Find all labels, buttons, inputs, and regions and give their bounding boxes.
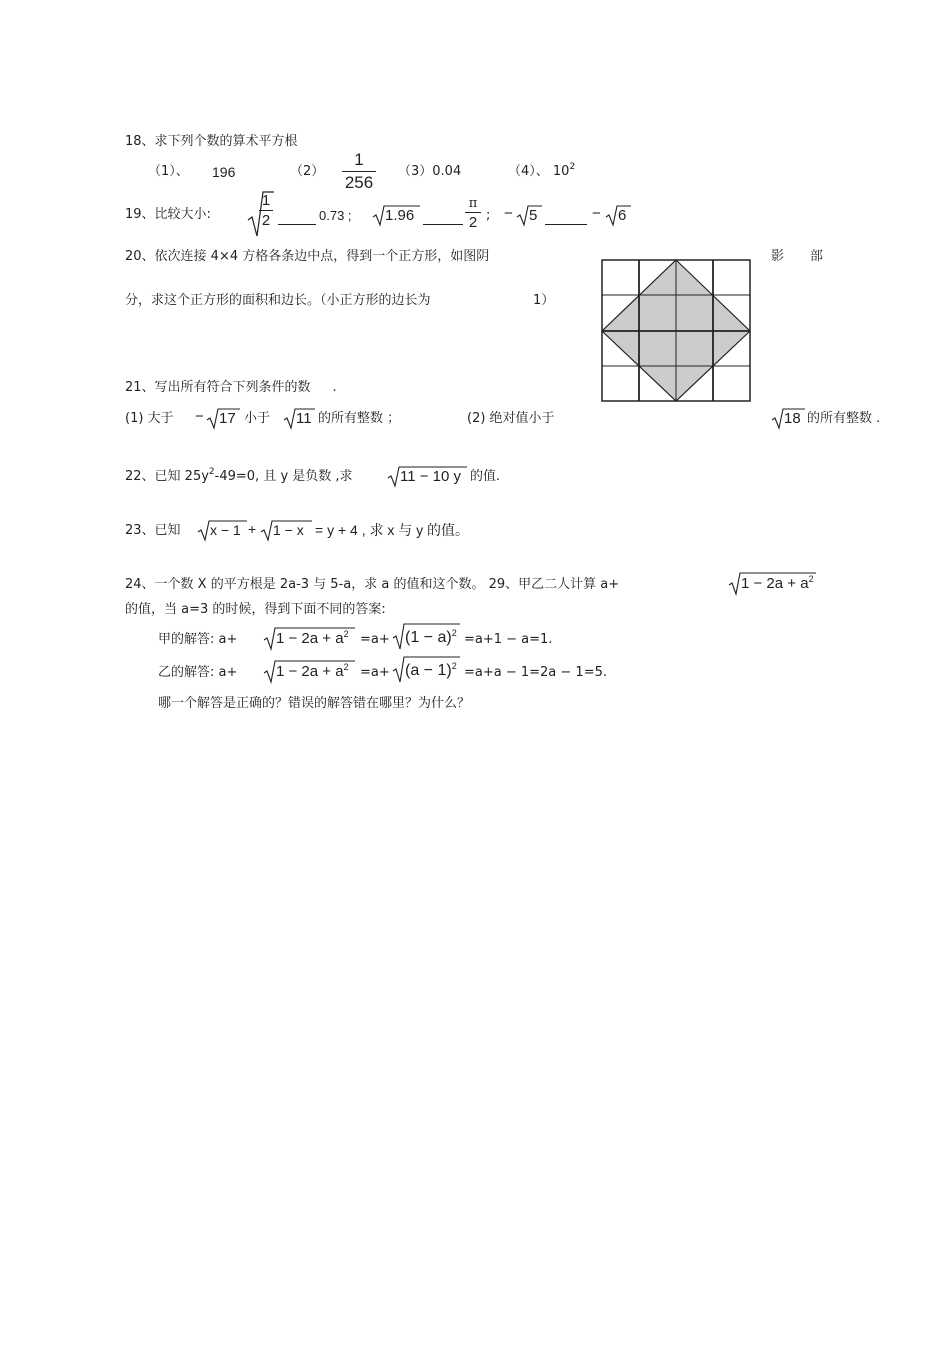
q19-pi-over-2 [465, 196, 481, 231]
q18-part1-value: 196 [212, 164, 236, 180]
q18-part4 [508, 164, 575, 181]
q21-title-text: 21、写出所有符合下列条件的数 [125, 380, 311, 395]
q18-frac-num: 1 [354, 150, 364, 169]
q21-sqrt-17 [206, 407, 240, 429]
q21-title-dot: . [332, 380, 337, 395]
yi-sqrt-2-value: (a − 1) [405, 662, 452, 679]
q20-line-1: 20、依次连接 4×4 方格各条边中点，得到一个正方形，如图阴 [125, 249, 490, 264]
q19-half-fraction [259, 192, 273, 229]
yi-end: =a+a − 1=2a − 1=5. [464, 665, 607, 680]
q19-sqrt-5 [516, 204, 542, 226]
q21-sqrt-18-value: 18 [784, 410, 801, 427]
q23-plus: + [248, 521, 257, 537]
q18-part1-label: （1）、 [148, 164, 189, 179]
q24-line-1-sqrt-value: 1 − 2a + a [741, 575, 809, 592]
q21-cond2-end: 的所有整数 . [807, 411, 881, 426]
q18-fraction [342, 150, 376, 193]
jia-sqrt-1-exp: 2 [343, 629, 349, 639]
jia-sqrt-2-exp: 2 [451, 628, 457, 638]
q20-line-1-end-a: 影 [771, 249, 785, 264]
q19-pi: π [468, 196, 478, 211]
q22-text [125, 469, 353, 486]
q21-sqrt-11-value: 11 [296, 410, 312, 427]
yi-sqrt-1-body [276, 663, 349, 680]
q19-blank-2[interactable] [423, 224, 463, 225]
yi-sqrt-1 [263, 659, 355, 683]
q21-cond2-label: (2) 绝对值小于 [467, 411, 555, 426]
q22-exp: 2 [208, 467, 215, 477]
q18-frac-bar [342, 171, 376, 172]
q19-blank-3[interactable] [545, 224, 587, 225]
q19-half-bar [259, 210, 273, 211]
yi-mid: =a+ [360, 665, 390, 680]
jia-sqrt-1 [263, 626, 355, 650]
jia-mid: =a+ [360, 632, 390, 647]
yi-sqrt-1-exp: 2 [343, 662, 349, 672]
q21-cond1-end: 的所有整数 ； [318, 411, 401, 426]
q19-sqrt-6-value: 6 [618, 207, 627, 224]
q20-line-2: 分，求这个正方形的面积和边长。（小正方形的边长为 [125, 293, 431, 308]
yi-label: 乙的解答: a+ [158, 665, 238, 680]
q19-neg-sign-1: − [504, 205, 513, 222]
q22-end: 的值. [470, 469, 501, 484]
q23-label: 23、已知 [125, 523, 181, 538]
q18-part3: （3）0.04 [398, 164, 462, 179]
q19-half-den: 2 [261, 212, 271, 229]
q22-sqrt-expr-value: 11 − 10 y [400, 468, 462, 485]
q19-sqrt-196-value: 1.96 [385, 207, 415, 224]
yi-sqrt-2-exp: 2 [451, 661, 457, 671]
q21-sqrt-17-value: 17 [219, 410, 236, 427]
q18-part2-label: （2） [290, 164, 325, 179]
q18-title: 18、求下列个数的算术平方根 [125, 134, 298, 149]
q24-question: 哪一个解答是正确的？错误的解答错在哪里？为什么？ [158, 696, 471, 711]
yi-sqrt-2 [392, 655, 460, 683]
q23-sqrt-x-minus-1 [197, 519, 247, 541]
q21-cond1-label: (1) 大于 [125, 411, 174, 426]
q22-text-b: -49=0, 且 y 是负数 ,求 [214, 469, 353, 484]
q20-line-2-end: 1） [533, 293, 555, 308]
q24-line-1-sqrt-exp: 2 [808, 574, 814, 584]
q19-pi-den: 2 [468, 214, 478, 231]
q19-blank-1[interactable] [278, 224, 316, 225]
jia-sqrt-2-value: (1 − a) [405, 629, 452, 646]
q19-half-num: 1 [261, 192, 271, 209]
jia-sqrt-1-value: 1 − 2a + a [276, 630, 344, 647]
q19-neg-sign-2: − [592, 205, 601, 222]
q24-line-2: 的值，当 a=3 的时候，得到下面不同的答案: [125, 602, 386, 617]
jia-end: =a+1 − a=1. [464, 632, 553, 647]
jia-sqrt-1-body [276, 630, 349, 647]
q23-rest: = y + 4 , 求 x 与 y 的值。 [315, 522, 470, 538]
jia-label: 甲的解答: a+ [158, 632, 238, 647]
jia-sqrt-2 [392, 622, 460, 650]
q18-frac-den: 256 [344, 173, 374, 192]
yi-sqrt-2-body [405, 662, 457, 680]
grid-lines [602, 260, 750, 401]
q19-value-073: 0.73 ; [319, 208, 352, 223]
q19-pi-bar [465, 212, 481, 213]
q19-title: 19、比较大小: [125, 207, 211, 222]
q19-sqrt-half [246, 190, 274, 238]
q22-sqrt-expr [387, 465, 467, 487]
q18-part4-base: （4）、 10 [508, 164, 570, 179]
q21-neg-sign: − [195, 408, 204, 425]
grid-square-figure [600, 259, 752, 403]
q23-sqrt-1-value: x − 1 [210, 522, 241, 538]
q21-sqrt-18 [771, 407, 805, 429]
q21-title [125, 380, 337, 396]
yi-sqrt-1-value: 1 − 2a + a [276, 663, 344, 680]
q19-sqrt-5-value: 5 [529, 207, 538, 224]
q24-line-1-sqrt-body [741, 575, 814, 592]
q23-sqrt-2-value: 1 − x [273, 522, 304, 538]
q19-sqrt-196 [372, 204, 420, 226]
q23-sqrt-1-minus-x [260, 519, 312, 541]
q22-text-a: 22、已知 25y [125, 469, 209, 484]
q18-part4-exp: 2 [569, 162, 576, 172]
jia-sqrt-2-body [405, 629, 457, 647]
q21-sqrt-11 [283, 407, 315, 429]
q19-sqrt-6 [605, 204, 631, 226]
q24-line-1: 24、一个数 X 的平方根是 2a-3 与 5-a，求 a 的值和这个数。 29、甲乙二人计算 a+ [125, 577, 620, 592]
q19-semicolon: ; [486, 208, 491, 223]
q24-line-1-sqrt [728, 571, 816, 595]
q21-cond1-less: 小于 [244, 411, 271, 426]
q20-line-1-end-b: 部 [810, 249, 824, 264]
